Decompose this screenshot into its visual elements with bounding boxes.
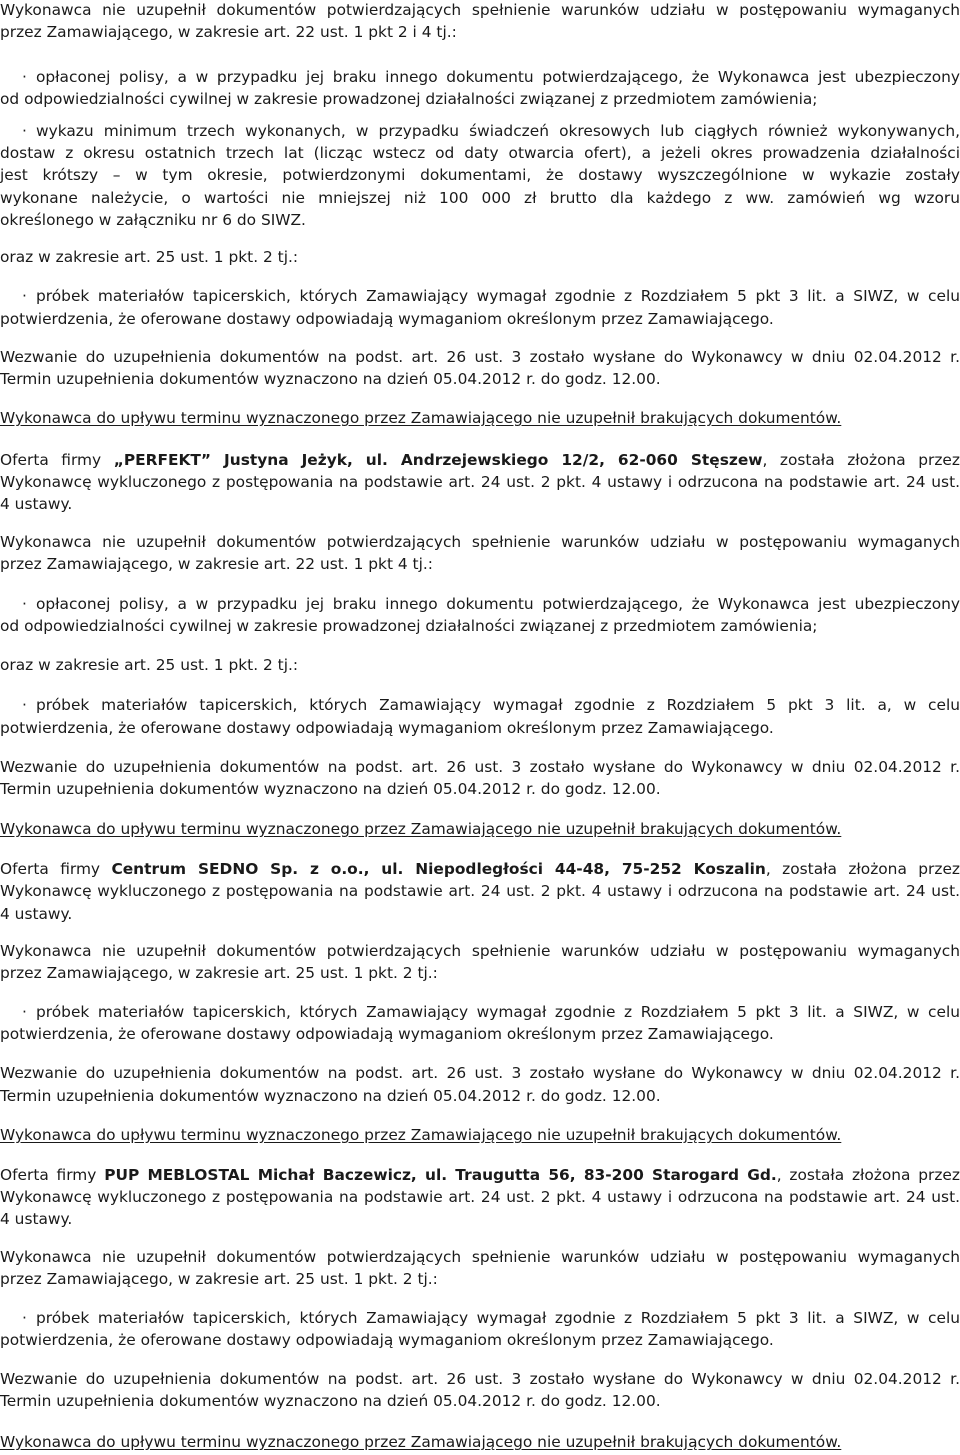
text-line: określonego w załączniku nr 6 do SIWZ. [0,211,306,229]
offer-heading [0,1165,960,1187]
non-completion-line: Wykonawca do upływu terminu wyznaczonego przez Zamawiającego nie uzupełnił brakujących dokumentów. [0,820,842,838]
text-line: Termin uzupełnienia dokumentów wyznaczono na dzień 05.04.2012 r. do godz. 12.00. [0,370,661,388]
text-line: Termin uzupełnienia dokumentów wyznaczono na dzień 05.04.2012 r. do godz. 12.00. [0,1392,661,1410]
bullet-marker: · [22,1003,27,1021]
text-line: Wezwanie do uzupełnienia dokumentów na podst. art. 26 ust. 3 zostało wysłane do Wykonawcy w dniu 02.04.2012 r. [0,348,960,366]
offer-suffix: , została złożona przez [776,1166,960,1184]
non-completion-line: Wykonawca do upływu terminu wyznaczonego przez Zamawiającego nie uzupełnił brakujących dokumentów. [0,1126,842,1144]
bullet-marker: · [22,696,27,714]
text-line: potwierdzenia, że oferowane dostawy odpowiadają wymaganiom określonym przez Zamawiającego. [0,1025,774,1043]
text-line: od odpowiedzialności cywilnej w zakresie prowadzonej działalności związanej z przedmiotem zamówienia; [0,617,818,635]
text-line: potwierdzenia, że oferowane dostawy odpowiadają wymaganiom określonym przez Zamawiającego. [0,310,774,328]
text-line: opłaconej polisy, a w przypadku jej braku innego dokumentu potwierdzającego, że Wykonawca jest ubezpieczony [36,595,960,613]
offer-company-name: „PERFEKT” Justyna Jeżyk, ul. Andrzejewskiego 12/2, 62-060 Stęszew [113,451,763,469]
non-completion-line: Wykonawca do upływu terminu wyznaczonego przez Zamawiającego nie uzupełnił brakujących dokumentów. [0,409,842,427]
text-line: próbek materiałów tapicerskich, których Zamawiający wymagał zgodnie z Rozdziałem 5 pkt 3 lit. a SIWZ, w celu [36,287,960,305]
offer-prefix: Oferta firmy [0,451,102,469]
text-line: Wykonawca nie uzupełnił dokumentów potwierdzających spełnienie warunków udziału w postępowaniu wymaganych [0,533,960,551]
bullet-marker: · [22,287,27,305]
text-line: próbek materiałów tapicerskich, których Zamawiający wymagał zgodnie z Rozdziałem 5 pkt 3 lit. a SIWZ, w celu [36,1309,960,1327]
offer-company-name: Centrum SEDNO Sp. z o.o., ul. Niepodległości 44-48, 75-252 Koszalin [111,860,766,878]
text-line: od odpowiedzialności cywilnej w zakresie prowadzonej działalności związanej z przedmiotem zamówienia; [0,90,818,108]
text-line: Wezwanie do uzupełnienia dokumentów na podst. art. 26 ust. 3 zostało wysłane do Wykonawcy w dniu 02.04.2012 r. [0,1064,960,1082]
bullet-marker: · [22,1309,27,1327]
bullet-marker: · [22,68,27,86]
text-line: próbek materiałów tapicerskich, których Zamawiający wymagał zgodnie z Rozdziałem 5 pkt 3 lit. a SIWZ, w celu [36,1003,960,1021]
offer-company-name: PUP MEBLOSTAL Michał Baczewicz, ul. Traugutta 56, 83-200 Starogard Gd. [104,1166,777,1184]
text-line: opłaconej polisy, a w przypadku jej braku innego dokumentu potwierdzającego, że Wykonawca jest ubezpieczony [36,68,960,86]
text-line: jest krótszy – w tym okresie, potwierdzonymi dokumentami, że dostawy wyszczególnione w wykazie zostały [0,166,960,184]
text-line: Wykonawcę wykluczonego z postępowania na podstawie art. 24 ust. 2 pkt. 4 ustawy i odrzucona na podstawie art. 24 ust. [0,882,960,900]
text-line: Wezwanie do uzupełnienia dokumentów na podst. art. 26 ust. 3 zostało wysłane do Wykonawcy w dniu 02.04.2012 r. [0,1370,960,1388]
text-line: 4 ustawy. [0,905,73,923]
text-line: 4 ustawy. [0,1210,73,1228]
text-line: przez Zamawiającego, w zakresie art. 22 ust. 1 pkt 2 i 4 tj.: [0,23,457,41]
text-line: wykazu minimum trzech wykonanych, w przypadku świadczeń okresowych lub ciągłych również wykonywanych, [36,122,960,140]
text-line: dostaw z okresu ostatnich trzech lat (licząc wstecz od daty otwarcia ofert), a jeżeli okres prowadzenia działalności [0,144,960,162]
text-line: Wykonawca nie uzupełnił dokumentów potwierdzających spełnienie warunków udziału w postępowaniu wymaganych [0,942,960,960]
text-line: przez Zamawiającego, w zakresie art. 25 ust. 1 pkt. 2 tj.: [0,964,438,982]
text-line: Wykonawcę wykluczonego z postępowania na podstawie art. 24 ust. 2 pkt. 4 ustawy i odrzucona na podstawie art. 24 ust. [0,1188,960,1206]
offer-suffix: , została złożona przez [765,860,960,878]
text-line: przez Zamawiającego, w zakresie art. 22 ust. 1 pkt 4 tj.: [0,555,433,573]
offer-suffix: , została złożona przez [762,451,960,469]
text-line: wykonane należycie, o wartości nie mniejszej niż 100 000 zł brutto dla każdego z ww. zamówień wg wzoru [0,189,960,207]
text-line: Wykonawcę wykluczonego z postępowania na podstawie art. 24 ust. 2 pkt. 4 ustawy i odrzucona na podstawie art. 24 ust. [0,473,960,491]
text-line: oraz w zakresie art. 25 ust. 1 pkt. 2 tj.: [0,248,299,266]
text-line: Wezwanie do uzupełnienia dokumentów na podst. art. 26 ust. 3 zostało wysłane do Wykonawcy w dniu 02.04.2012 r. [0,758,960,776]
offer-prefix: Oferta firmy [0,860,101,878]
text-line: próbek materiałów tapicerskich, których Zamawiający wymagał zgodnie z Rozdziałem 5 pkt 3 lit. a, w celu [36,696,960,714]
text-line: przez Zamawiającego, w zakresie art. 25 ust. 1 pkt. 2 tj.: [0,1270,438,1288]
text-line: Termin uzupełnienia dokumentów wyznaczono na dzień 05.04.2012 r. do godz. 12.00. [0,1087,661,1105]
offer-prefix: Oferta firmy [0,1166,97,1184]
text-line: potwierdzenia, że oferowane dostawy odpowiadają wymaganiom określonym przez Zamawiającego. [0,719,774,737]
text-line: oraz w zakresie art. 25 ust. 1 pkt. 2 tj.: [0,656,299,674]
bullet-marker: · [22,595,27,613]
text-line: Wykonawca nie uzupełnił dokumentów potwierdzających spełnienie warunków udziału w postępowaniu wymaganych [0,1248,960,1266]
offer-heading [0,450,960,472]
offer-heading [0,859,960,881]
text-line: Termin uzupełnienia dokumentów wyznaczono na dzień 05.04.2012 r. do godz. 12.00. [0,780,661,798]
non-completion-line: Wykonawca do upływu terminu wyznaczonego przez Zamawiającego nie uzupełnił brakujących dokumentów. [0,1433,842,1451]
text-line: potwierdzenia, że oferowane dostawy odpowiadają wymaganiom określonym przez Zamawiającego. [0,1331,774,1349]
text-line: Wykonawca nie uzupełnił dokumentów potwierdzających spełnienie warunków udziału w postępowaniu wymaganych [0,1,960,19]
bullet-marker: · [22,122,27,140]
text-line: 4 ustawy. [0,495,73,513]
